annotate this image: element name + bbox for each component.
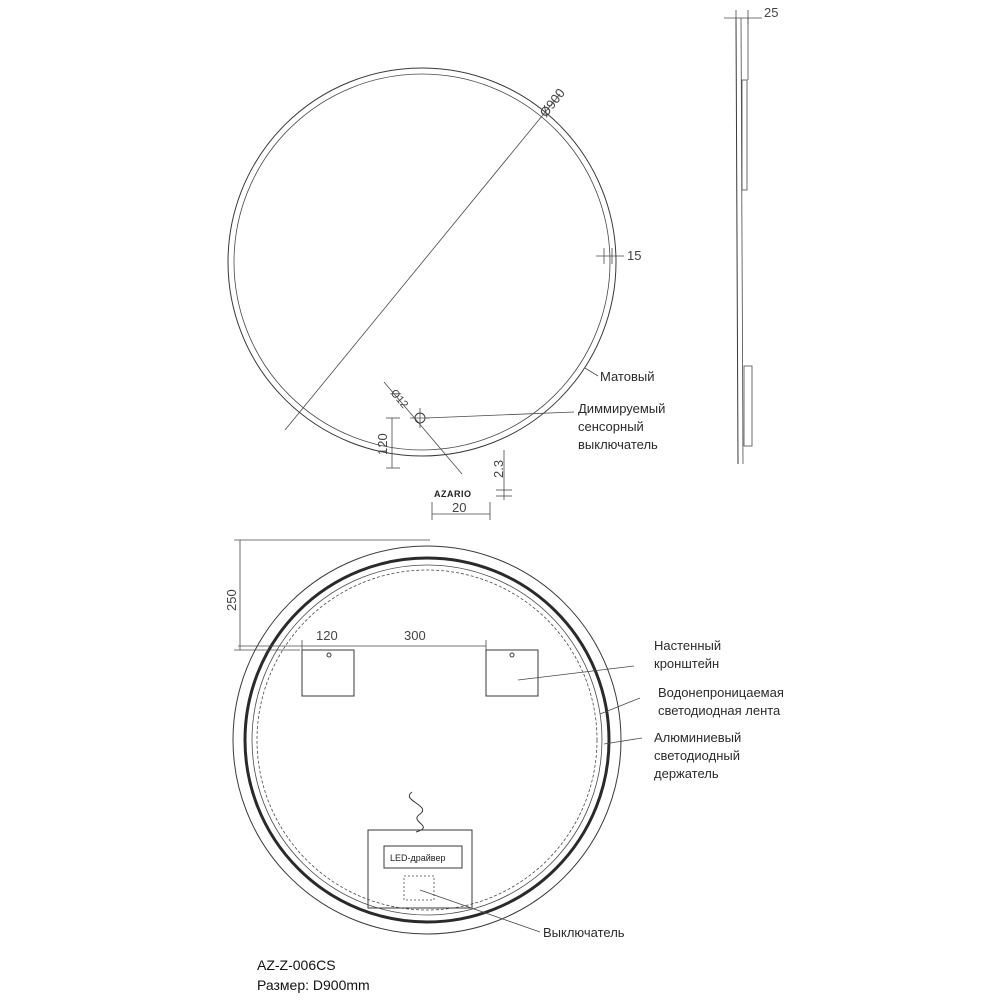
button-diameter-label: Ø12 — [387, 387, 411, 411]
size-spec: Размер: D900mm — [257, 977, 370, 993]
switch-callout-leader — [426, 412, 574, 418]
bracket-left-hole — [327, 653, 331, 657]
side-view — [724, 5, 778, 464]
driver-cable — [409, 792, 423, 832]
switch-callout-line3: выключатель — [578, 437, 658, 452]
holder-callout-line2: светодиодный — [654, 748, 740, 763]
switch-callout-back-label: Выключатель — [543, 925, 625, 940]
led-driver-housing — [368, 830, 472, 908]
side-driver-box — [744, 366, 752, 446]
front-view — [228, 68, 665, 520]
diameter-dimension-line — [285, 94, 560, 430]
bracket-side-label: 120 — [316, 628, 338, 643]
side-top-bracket — [742, 80, 747, 190]
brand-logo: AZARIO — [434, 489, 472, 499]
bracket-right-hole — [510, 653, 514, 657]
matte-callout-leader — [585, 368, 598, 376]
back-view — [224, 540, 784, 940]
product-info — [257, 957, 370, 993]
led-driver-label: LED-драйвер — [390, 853, 446, 863]
matte-callout-label: Матовый — [600, 369, 655, 384]
holder-callout-line1: Алюминиевый — [654, 730, 742, 745]
switch-box — [404, 876, 434, 900]
side-mirror-front-edge — [736, 18, 738, 464]
holder-callout-line3: держатель — [654, 766, 719, 781]
switch-callout-line2: сенсорный — [578, 419, 644, 434]
logo-height-label: 2.3 — [491, 459, 506, 478]
switch-callout-line1: Диммируемый — [578, 401, 666, 416]
button-height-label: 120 — [375, 433, 390, 455]
logo-width-label: 20 — [452, 500, 467, 515]
bracket-callout-line1: Настенный — [654, 638, 722, 653]
depth-label: 25 — [764, 5, 779, 20]
bracket-spacing-label: 300 — [404, 628, 426, 643]
back-mirror-outer-edge — [233, 546, 621, 934]
tape-callout-line2: светодиодная лента — [658, 703, 781, 718]
tape-callout-line1: Водонепроницаемая — [658, 685, 784, 700]
width-label: 15 — [627, 248, 642, 263]
bracket-callout-leader — [518, 666, 634, 680]
bracket-top-label: 250 — [224, 589, 239, 611]
back-aluminium-holder — [245, 558, 609, 922]
model-code: AZ-Z-006CS — [257, 957, 336, 973]
diameter-label: Ø900 — [536, 85, 568, 120]
bracket-callout-line2: кронштейн — [654, 656, 720, 671]
